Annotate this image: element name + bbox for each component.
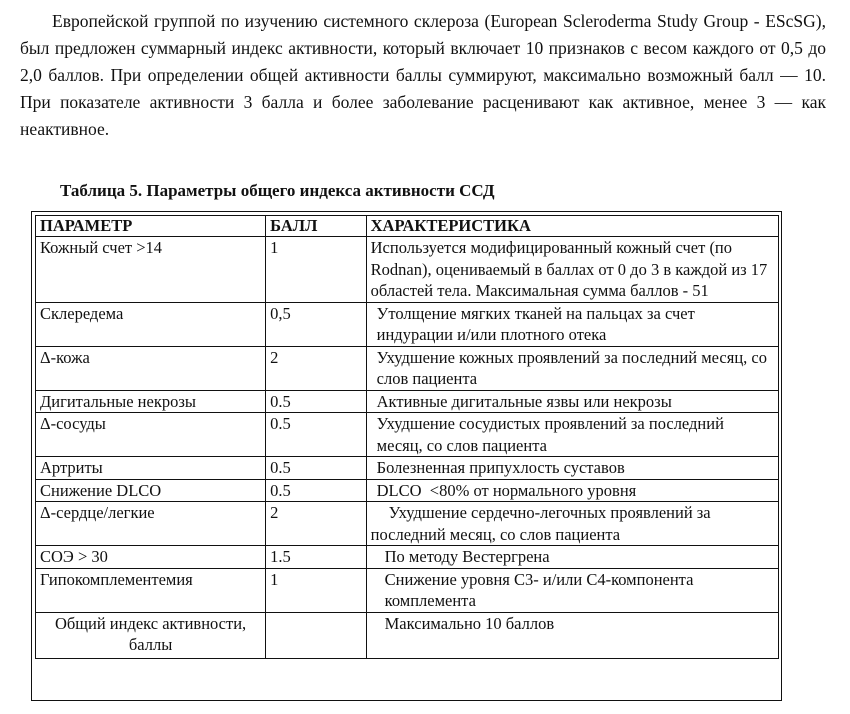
param-cell: Дигитальные некрозы xyxy=(36,390,266,413)
header-score: БАЛЛ xyxy=(266,216,366,237)
desc-cell: Снижение уровня С3- и/или С4-компонента комплемента xyxy=(366,568,778,612)
desc-cell: Ухудшение сердечно-легочных проявлений за последний месяц, со слов пациента xyxy=(366,502,778,546)
score-cell: 2 xyxy=(266,502,366,546)
desc-cell: Утолщение мягких тканей на пальцах за счет индурации и/или плотного отека xyxy=(366,302,778,346)
desc-cell: DLCO <80% от нормального уровня xyxy=(366,479,778,502)
param-cell: Кожный счет >14 xyxy=(36,237,266,303)
desc-cell: Ухудшение сосудистых проявлений за последний месяц, со слов пациента xyxy=(366,413,778,457)
header-parameter: ПАРАМЕТР xyxy=(36,216,266,237)
param-cell: Общий индекс активности, баллы xyxy=(36,612,266,658)
desc-cell: Используется модифицированный кожный счет (по Rodnan), оцениваемый в баллах от 0 до 3 в каждой из 17 областей тела. Максимальная сумма баллов - 51 xyxy=(366,237,778,303)
score-cell: 0.5 xyxy=(266,479,366,502)
param-cell: Гипокомплементемия xyxy=(36,568,266,612)
desc-cell: По методу Вестергрена xyxy=(366,546,778,569)
param-cell: Δ-кожа xyxy=(36,346,266,390)
desc-cell: Ухудшение кожных проявлений за последний месяц, со слов пациента xyxy=(366,346,778,390)
table-caption: Таблица 5. Параметры общего индекса активности ССД xyxy=(60,181,495,200)
desc-cell: Болезненная припухлость суставов xyxy=(366,457,778,480)
header-characteristic: ХАРАКТЕРИСТИКА xyxy=(366,216,778,237)
param-cell: Склередема xyxy=(36,302,266,346)
score-cell: 0.5 xyxy=(266,457,366,480)
intro-paragraph: Европейской группой по изучению системного склероза (European Scleroderma Study Group - EScSG), был предложен суммарный индекс активности, который включает 10 признаков с весом каждого от 0,5 до 2,0 баллов. При определении общей активности баллы суммируют, максимально возможный балл — 10. При показателе активности 3 балла и более заболевание расценивают как активное, менее 3 — как неактивное. xyxy=(20,11,826,139)
param-cell: Снижение DLCO xyxy=(36,479,266,502)
score-cell: 1 xyxy=(266,237,366,303)
score-cell: 2 xyxy=(266,346,366,390)
param-cell: Δ-сердце/легкие xyxy=(36,502,266,546)
score-cell: 0,5 xyxy=(266,302,366,346)
table-outer-frame xyxy=(31,211,782,701)
param-cell: Артриты xyxy=(36,457,266,480)
desc-cell: Активные дигитальные язвы или некрозы xyxy=(366,390,778,413)
param-cell: СОЭ > 30 xyxy=(36,546,266,569)
score-cell: 0.5 xyxy=(266,390,366,413)
score-cell: 1 xyxy=(266,568,366,612)
score-cell: 0.5 xyxy=(266,413,366,457)
desc-cell: Максимально 10 баллов xyxy=(366,612,778,658)
score-cell: 1.5 xyxy=(266,546,366,569)
param-cell: Δ-сосуды xyxy=(36,413,266,457)
